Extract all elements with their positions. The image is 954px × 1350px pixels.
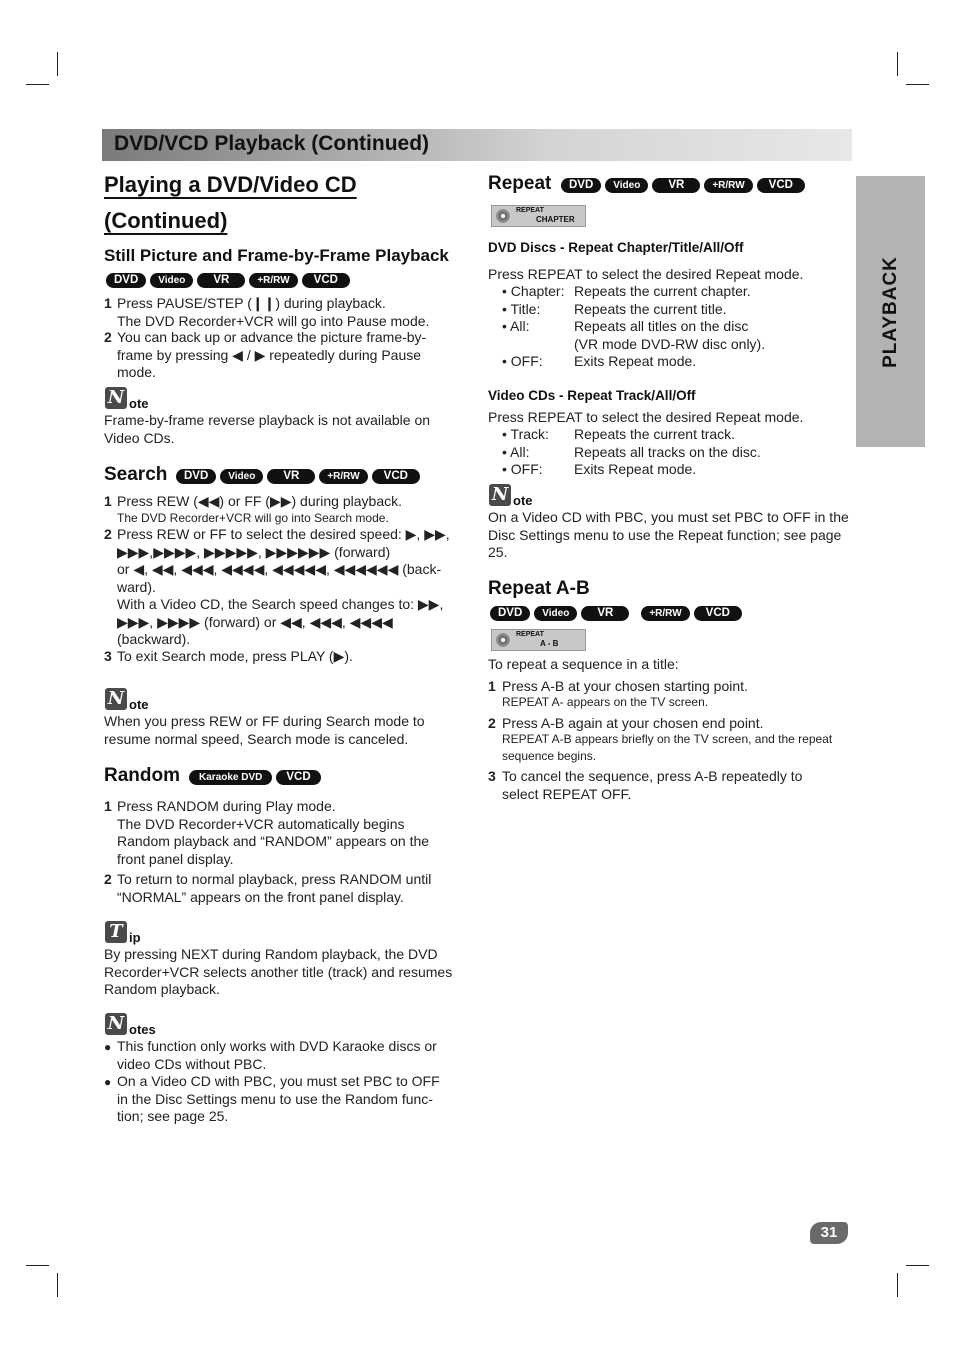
crop-mark [57,1273,58,1297]
badge-vcd: VCD [302,273,350,288]
step-text: To exit Search mode, press PLAY (▶). [117,648,353,664]
tip-icon: T [105,921,127,943]
step-number: 1 [104,295,112,311]
step-subtext: REPEAT A-B appears briefly on the TV screen, and the repeat sequence begins. [502,732,833,763]
step-number: 1 [104,493,112,509]
badge-video: Video [220,469,263,484]
badge-rrw: +R/RW [704,178,752,193]
note-label: ote [513,493,533,508]
step-text: You can back up or advance the picture frame-by- frame by pressing ◀ / ▶ repeatedly during Pause mode. [117,329,427,380]
disc-badges [106,273,350,288]
step-number: 1 [104,798,112,814]
osd-repeat-ab: REPEAT A - B [491,629,586,651]
dvd-repeat-options: • Chapter: Repeats the current chapter. • Title: Repeats the current title. • All: Repeats all titles on the disc (VR mode DVD-RW disc only). • OFF: Exits Repeat mode. [502,283,766,369]
disc-icon [496,633,510,647]
badge-vr: VR [267,469,315,484]
badge-vr: VR [652,178,700,193]
vcd-repeat-intro: Press REPEAT to select the desired Repeat mode. [488,409,804,425]
repeat-heading: Repeat [488,173,552,194]
page-title-line1: Playing a DVD/Video CD [104,172,357,197]
crop-mark [897,1273,898,1297]
repeat-ab-intro: To repeat a sequence in a title: [488,656,679,672]
chapter-side-tab [856,176,925,447]
vcd-repeat-options: • Track: Repeats the current track. • All: Repeats all tracks on the disc. • OFF: Exits Repeat mode. [502,426,761,477]
step-number: 3 [488,768,496,784]
badge-vcd: VCD [276,770,320,785]
badge-rrw: +R/RW [249,273,297,288]
bullet-dot: ● [104,1040,112,1054]
disc-badges [189,770,321,785]
osd-repeat-chapter: REPEAT CHAPTER [491,205,586,227]
section-title: DVD/VCD Playback (Continued) [114,132,430,155]
section-header-band [102,129,852,161]
step-text: Press RANDOM during Play mode. The DVD Recorder+VCR automatically begins Random playback and “RANDOM” appears on the front panel display. [117,798,430,867]
tip-text: By pressing NEXT during Random playback, the DVD Recorder+VCR selects another title (track) and resumes Random playback. [104,946,453,997]
bullet-dot: ● [104,1075,112,1089]
crop-mark [906,84,929,85]
step-text: To cancel the sequence, press A-B repeatedly to select REPEAT OFF. [502,768,803,802]
dvd-repeat-heading: DVD Discs - Repeat Chapter/Title/All/Off [488,240,744,255]
note-text: When you press REW or FF during Search mode to resume normal speed, Search mode is canceled. [104,713,425,747]
badge-dvd: DVD [490,606,530,621]
disc-badges [176,469,420,484]
note-text: Frame-by-frame reverse playback is not available on Video CDs. [104,412,431,446]
step-number: 1 [488,678,496,694]
note-label: ote [129,697,149,712]
notes-item: On a Video CD with PBC, you must set PBC to OFF in the Disc Settings menu to use the Random func- tion; see page 25. [117,1073,440,1124]
crop-mark [26,1265,49,1266]
step-text: Press A-B again at your chosen end point. [502,715,764,731]
dvd-repeat-intro: Press REPEAT to select the desired Repeat mode. [488,266,804,282]
disc-badges [490,606,742,621]
step-text: To return to normal playback, press RANDOM until “NORMAL” appears on the front panel display. [117,871,432,905]
note-icon: N [105,387,127,409]
step-number: 2 [104,329,112,345]
note-label: ote [129,396,149,411]
crop-mark [26,84,49,85]
badge-video: Video [534,606,577,621]
crop-mark [57,52,58,76]
vcd-repeat-heading: Video CDs - Repeat Track/All/Off [488,388,696,403]
search-heading: Search [104,464,168,485]
still-heading: Still Picture and Frame-by-Frame Playback [104,246,449,265]
badge-vr: VR [581,606,629,621]
side-tab-label: PLAYBACK [879,255,901,368]
badge-rrw: +R/RW [641,606,689,621]
badge-dvd: DVD [106,273,146,288]
step-text: Press REW or FF to select the desired speed: ▶, ▶▶, ▶▶▶,▶▶▶▶, ▶▶▶▶▶, ▶▶▶▶▶▶ (forward) or ◀, ◀◀, ◀◀◀, ◀◀◀◀, ◀◀◀◀◀, ◀◀◀◀◀◀ (back- ward). With a Video CD, the Search speed changes to: ▶▶, ▶▶▶, ▶▶▶▶ (forward) or ◀◀, ◀◀◀, ◀◀◀◀ (backward). [117,526,450,647]
step-text: Press A-B at your chosen starting point. [502,678,748,694]
step-number: 2 [488,715,496,731]
badge-vcd: VCD [694,606,742,621]
disc-badges [561,178,805,193]
note-icon: N [105,688,127,710]
notes-item: This function only works with DVD Karaoke discs or video CDs without PBC. [117,1038,437,1072]
badge-dvd: DVD [561,178,601,193]
step-text: Press PAUSE/STEP (❙❙) during playback. The DVD Recorder+VCR will go into Pause mode. [117,295,430,329]
note-icon: N [489,484,511,506]
step-text: Press REW (◀◀) or FF (▶▶) during playback. [117,493,403,509]
badge-rrw: +R/RW [319,469,367,484]
step-number: 2 [104,871,112,887]
notes-icon: N [105,1013,127,1035]
badge-video: Video [150,273,193,288]
page-number: 31 [810,1222,848,1244]
step-subtext: REPEAT A- appears on the TV screen. [502,695,709,709]
repeat-ab-heading: Repeat A-B [488,578,590,599]
page-title-line2: (Continued) [104,208,228,233]
step-number: 2 [104,526,112,542]
badge-dvd: DVD [176,469,216,484]
notes-label: otes [129,1022,156,1037]
disc-icon [496,209,510,223]
random-heading: Random [104,765,180,786]
badge-karaoke-dvd: Karaoke DVD [189,770,272,785]
step-subtext: The DVD Recorder+VCR will go into Search mode. [117,511,389,525]
step-number: 3 [104,648,112,664]
tip-label: ip [129,930,141,945]
badge-vcd: VCD [372,469,420,484]
crop-mark [906,1265,929,1266]
note-text: On a Video CD with PBC, you must set PBC to OFF in the Disc Settings menu to use the Repeat function; see page 25. [488,509,849,560]
crop-mark [897,52,898,76]
badge-vr: VR [197,273,245,288]
badge-video: Video [605,178,648,193]
badge-vcd: VCD [757,178,805,193]
